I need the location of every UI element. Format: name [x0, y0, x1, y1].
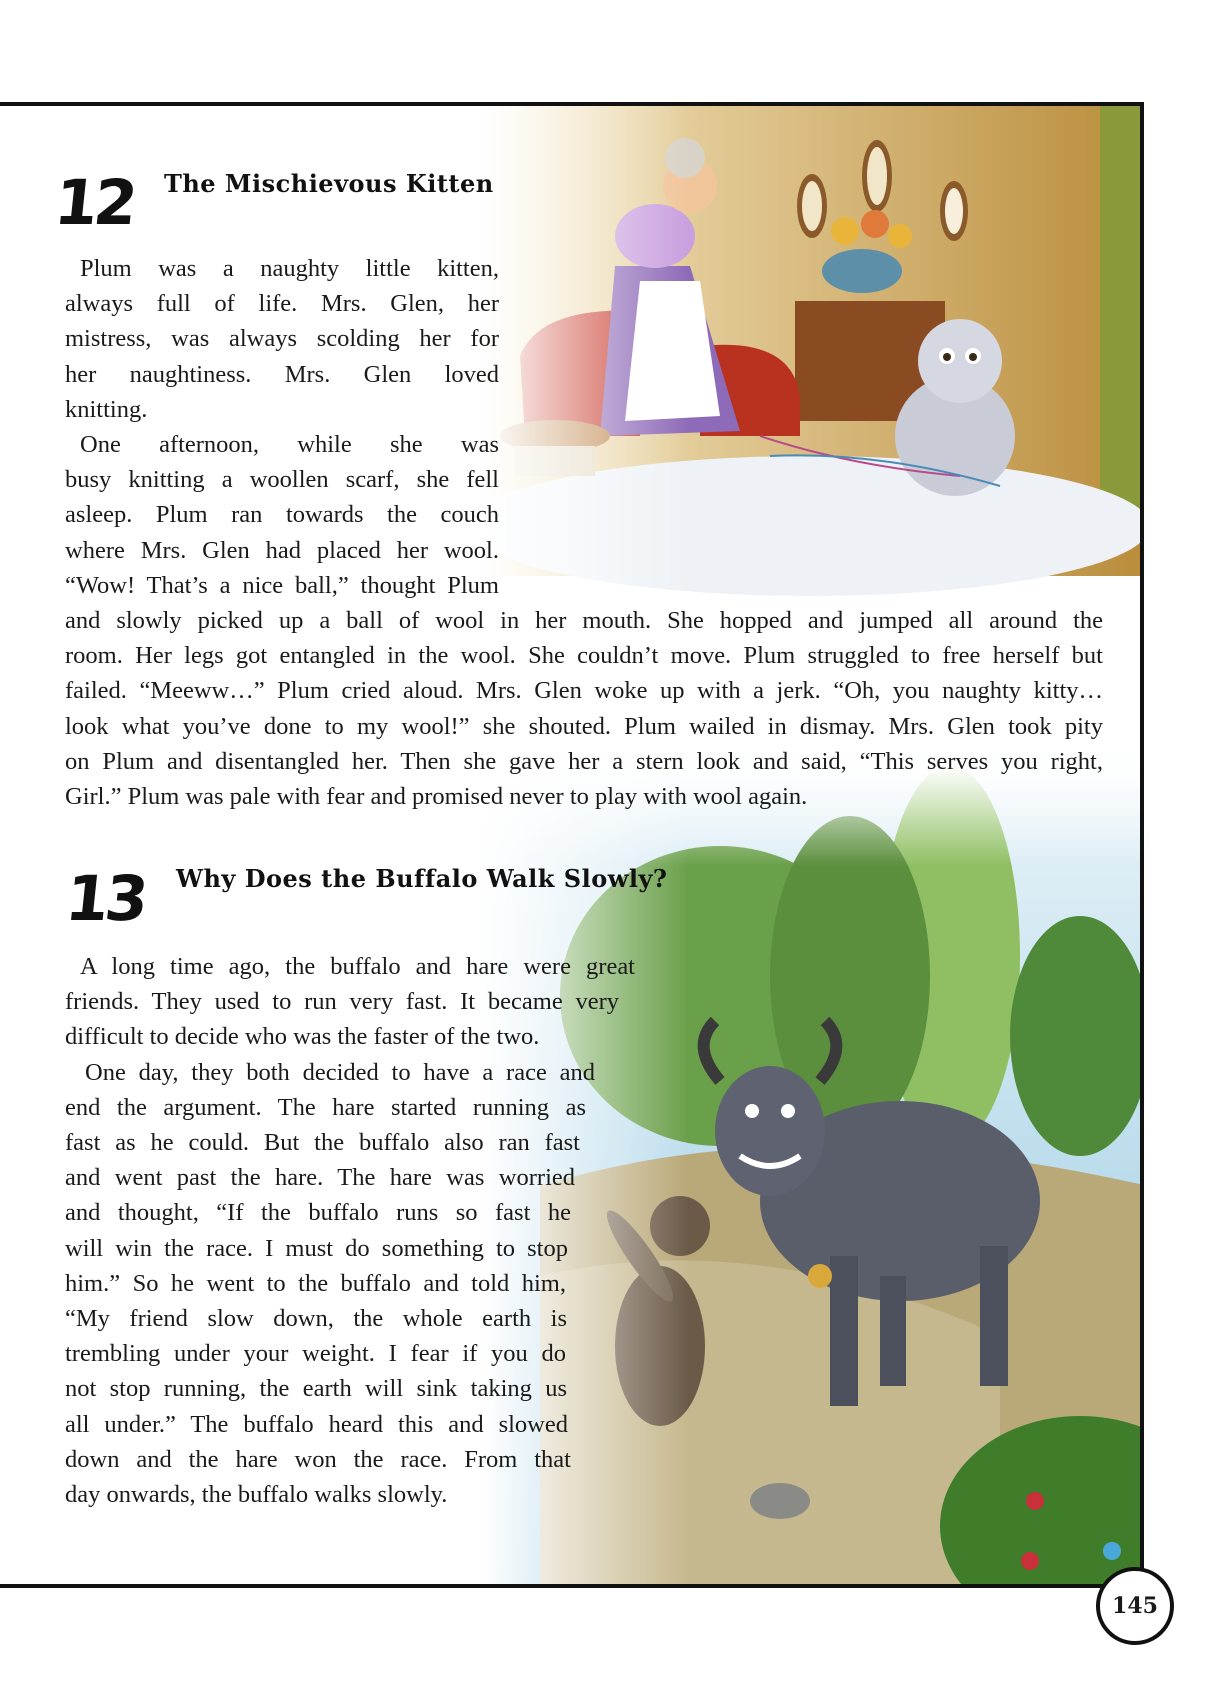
text-line: day onwards, the buffalo walks slowly.	[65, 1481, 448, 1508]
page-number: 145	[1096, 1567, 1174, 1645]
text-line: One afternoon, while she was	[80, 431, 499, 458]
text-line: on Plum and disentangled her. Then she gave her a stern look and said, “This serves you right,	[65, 747, 1103, 775]
text-line: always full of life. Mrs. Glen, her	[65, 290, 499, 318]
text-line: failed. “Meeww…” Plum cried aloud. Mrs. Glen woke up with a jerk. “Oh, you naughty kitty…	[65, 677, 1103, 705]
text-line: trembling under your weight. I fear if you do	[65, 1340, 566, 1368]
text-line: “My friend slow down, the whole earth is	[65, 1305, 567, 1332]
text-line: friends. They used to run very fast. It became very	[65, 988, 619, 1016]
text-line: One day, they both decided to have a race and	[85, 1058, 595, 1086]
page-frame	[0, 102, 1144, 1588]
text-line: room. Her legs got entangled in the wool. She couldn’t move. Plum struggled to free herself but	[65, 642, 1103, 670]
text-line: “Wow! That’s a nice ball,” thought Plum	[65, 571, 499, 599]
story-title: Why Does the Buffalo Walk Slowly?	[176, 864, 668, 893]
text-line: her naughtiness. Mrs. Glen loved	[65, 360, 499, 388]
text-line: will win the race. I must do something to stop	[65, 1234, 568, 1262]
text-line: A long time ago, the buffalo and hare were great	[80, 953, 635, 980]
text-line: asleep. Plum ran towards the couch	[65, 501, 499, 529]
story-number: 12	[51, 166, 138, 239]
text-line: look what you’ve done to my wool!” she shouted. Plum wailed in dismay. Mrs. Glen took pity	[65, 712, 1103, 740]
text-line: and thought, “If the buffalo runs so fast he	[65, 1199, 571, 1227]
text-line: down and the hare won the race. From that	[65, 1445, 571, 1473]
text-line: Girl.” Plum was pale with fear and promised never to play with wool again.	[65, 783, 808, 810]
text-line: difficult to decide who was the faster of the two.	[65, 1023, 540, 1051]
text-line: where Mrs. Glen had placed her wool.	[65, 536, 499, 564]
text-line: end the argument. The hare started running as	[65, 1093, 586, 1121]
text-line: knitting.	[65, 395, 148, 423]
story-title: The Mischievous Kitten	[164, 169, 494, 198]
story-number: 13	[62, 862, 149, 935]
text-line: and slowly picked up a ball of wool in her mouth. She hopped and jumped all around the	[65, 607, 1103, 634]
text-line: and went past the hare. The hare was worried	[65, 1164, 575, 1192]
text-line: him.” So he went to the buffalo and told him,	[65, 1269, 566, 1297]
text-line: mistress, was always scolding her for	[65, 325, 499, 353]
text-line: all under.” The buffalo heard this and slowed	[65, 1410, 568, 1438]
text-line: fast as he could. But the buffalo also ran fast	[65, 1129, 580, 1156]
text-line: busy knitting a woollen scarf, she fell	[65, 466, 499, 494]
text-line: Plum was a naughty little kitten,	[80, 255, 499, 282]
text-line: not stop running, the earth will sink taking us	[65, 1375, 567, 1403]
